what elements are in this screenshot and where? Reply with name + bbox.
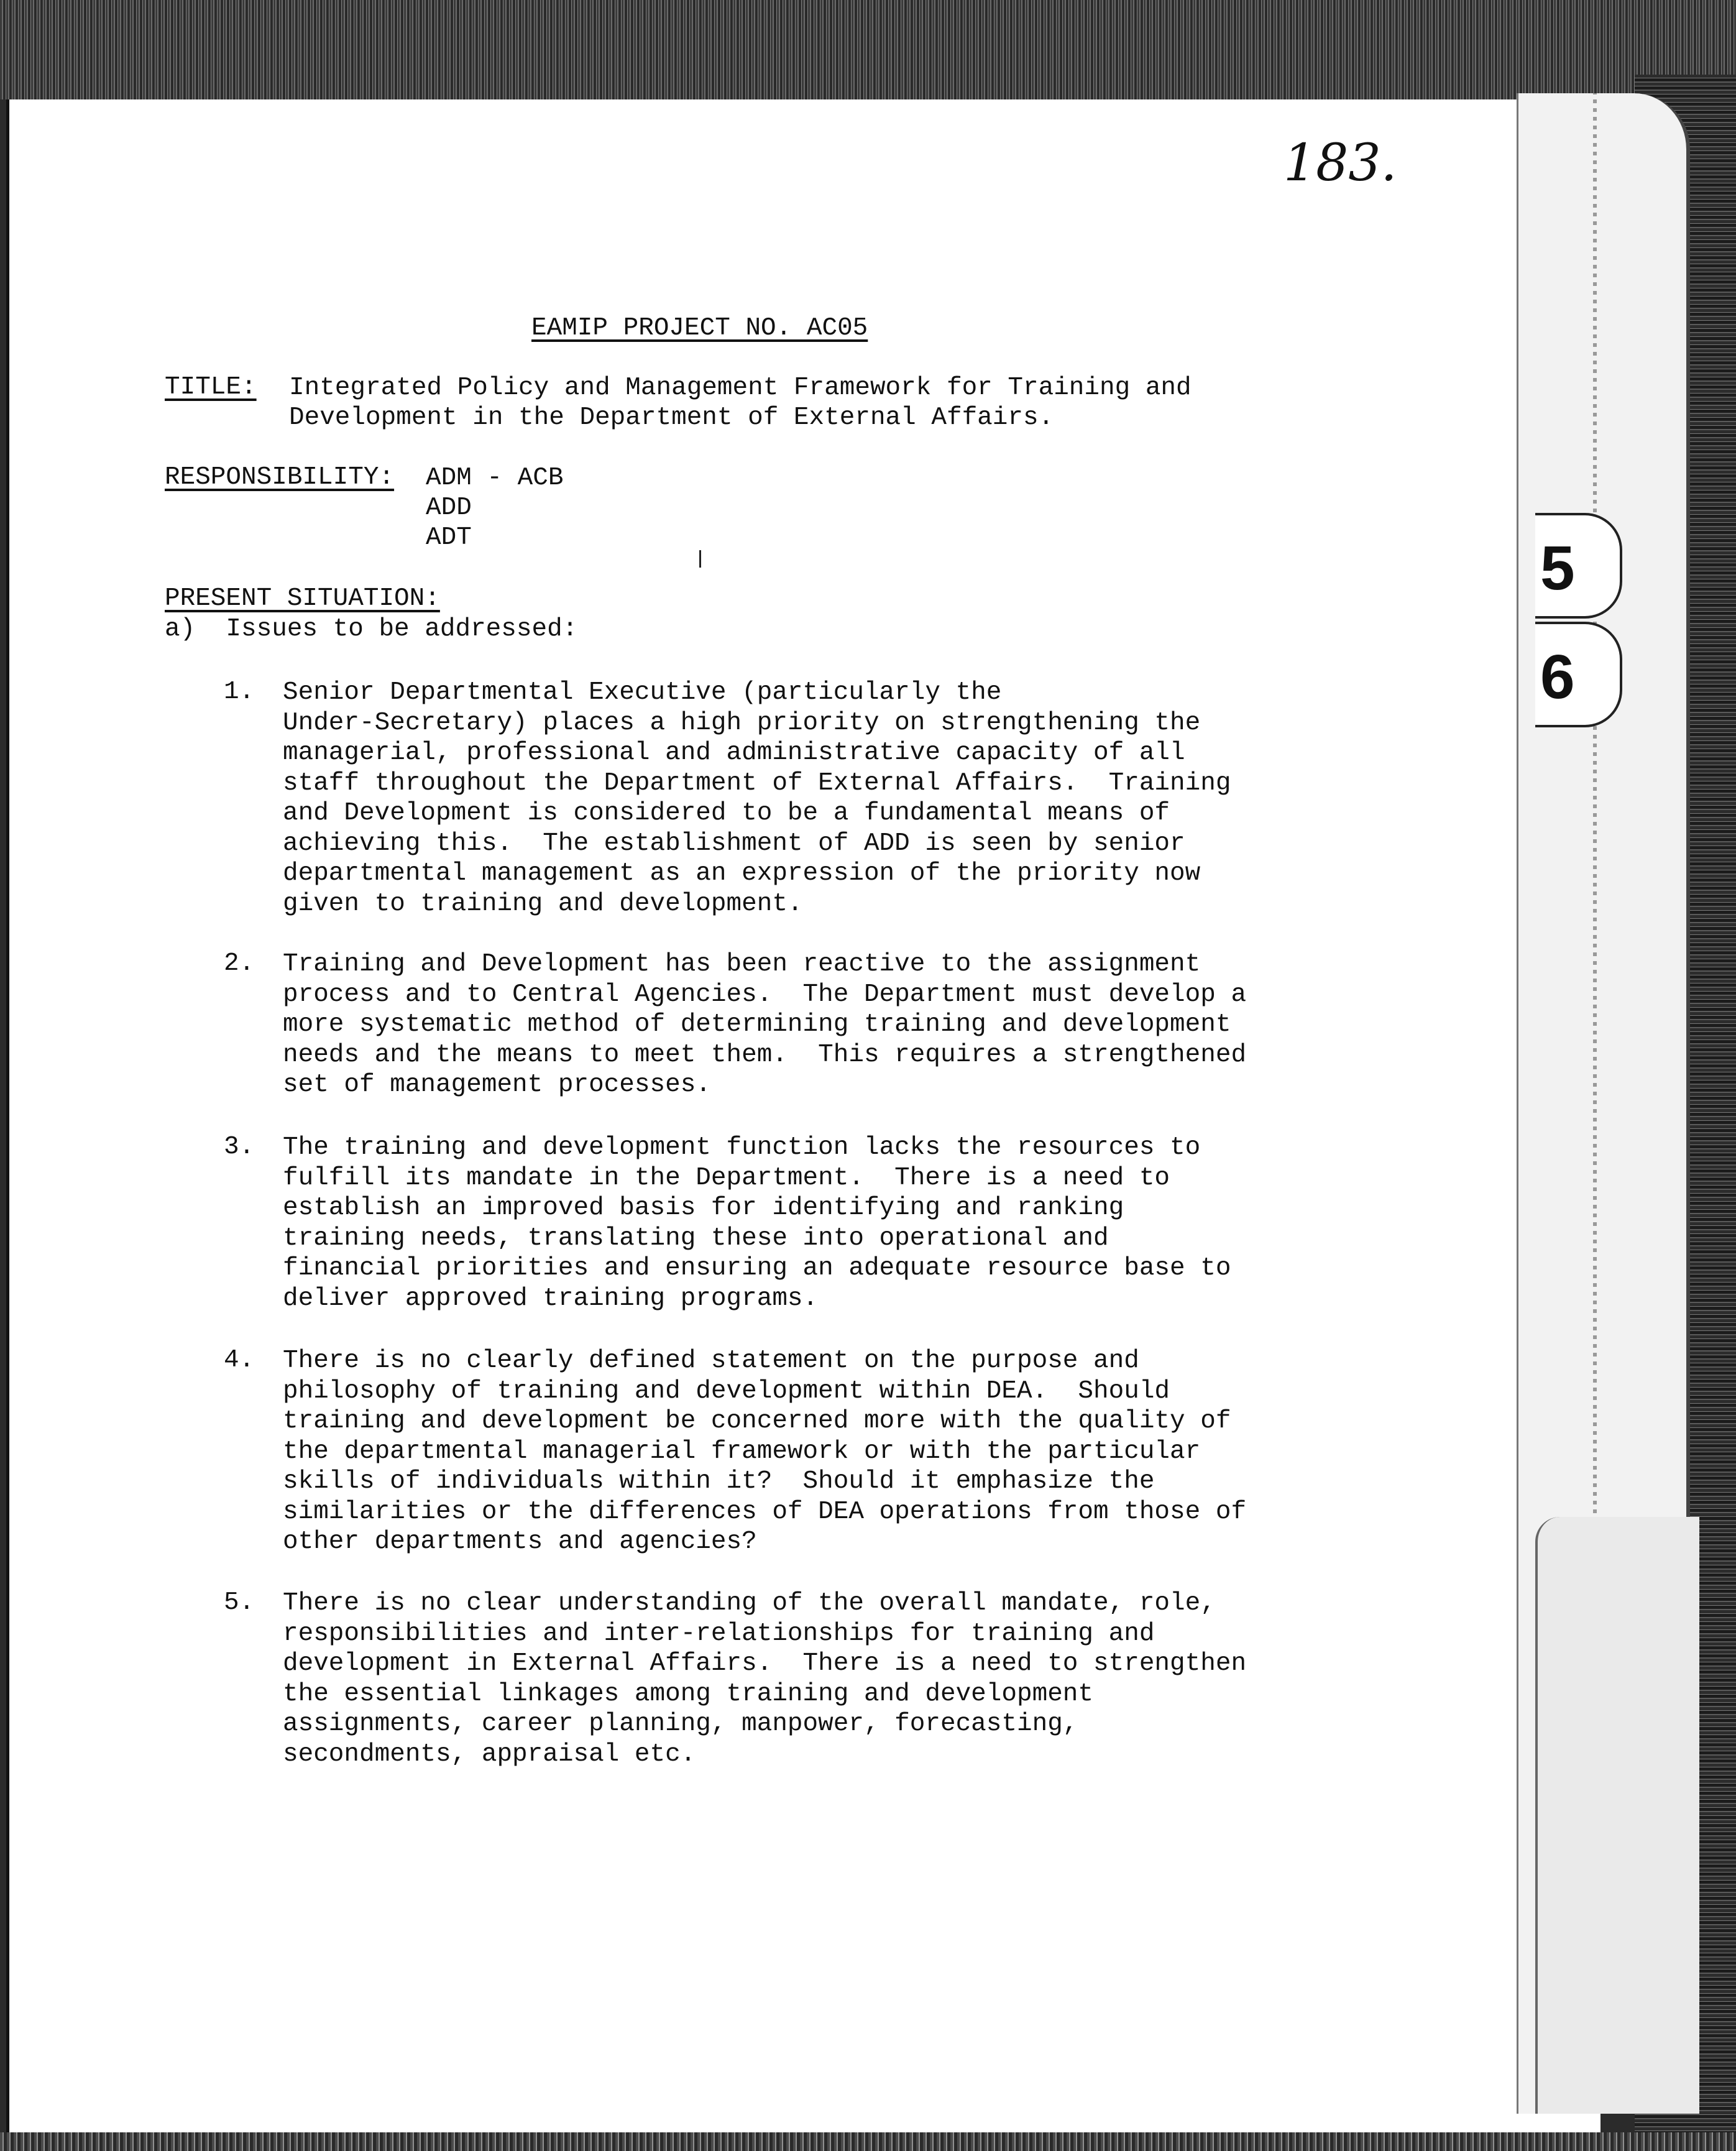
text-line: Senior Departmental Executive (particularly the [283,678,1002,707]
text-line: other departments and agencies? [283,1527,757,1556]
scan-border-top [0,0,1736,99]
text-line: managerial, professional and administrative capacity of all [283,739,1185,767]
issue-paragraph-2 [283,949,1252,1100]
responsibility-value-3: ADT [426,523,472,552]
text-line: responsibilities and inter-relationships for training and [283,1619,1155,1648]
issue-paragraph-1 [283,678,1252,919]
text-line: process and to Central Agencies. The Department must develop a [283,980,1247,1009]
project-heading: EAMIP PROJECT NO. AC05 [531,314,868,343]
handwritten-page-number: 183. [1284,134,1397,193]
text-line: secondments, appraisal etc. [283,1739,696,1769]
text-line: given to training and development. [283,889,803,918]
divider-tab-5[interactable]: 5 [1535,513,1622,619]
text-line: Training and Development has been reactive to the assignment [283,950,1201,979]
text-line: There is no clear understanding of the overall mandate, role, [283,1589,1216,1618]
responsibility-label: RESPONSIBILITY: [165,463,395,492]
text-line: needs and the means to meet them. This requires a strengthened [283,1040,1247,1069]
text-line: assignments, career planning, manpower, forecasting, [283,1710,1078,1738]
issue-paragraph-4 [283,1346,1252,1557]
item-number-1: 1. [224,678,255,706]
responsibility-value-1: ADM - ACB [426,464,564,492]
divider-tab-6[interactable]: 6 [1535,622,1622,727]
issue-paragraph-5 [283,1588,1252,1769]
item-number-5: 5. [224,1588,255,1617]
text-line: achieving this. The establishment of ADD is seen by senior [283,829,1185,858]
issue-paragraph-3 [283,1133,1252,1314]
text-line: training and development be concerned more with the quality of [283,1407,1231,1435]
item-number-4: 4. [224,1346,255,1375]
text-line: departmental management as an expression of the priority now [283,859,1201,888]
item-number-2: 2. [224,949,255,978]
text-line: more systematic method of determining training and development [283,1010,1231,1039]
title-line-2: Development in the Department of External Affairs. [289,403,1054,432]
text-line: establish an improved basis for identifying and ranking [283,1194,1124,1222]
text-line: the departmental managerial framework or with the particular [283,1437,1201,1466]
text-line: philosophy of training and development within DEA. Should [283,1376,1170,1406]
present-situation-label: PRESENT SITUATION: [165,584,440,613]
text-line: the essential linkages among training and development [283,1679,1094,1708]
text-line: The training and development function lacks the resources to [283,1133,1201,1162]
text-line: development in External Affairs. There is a need to strengthen [283,1649,1247,1678]
divider-tab-lower-edge [1535,1517,1699,2114]
text-line: similarities or the differences of DEA operations from those of [283,1497,1247,1526]
text-line: training needs, translating these into operational and [283,1223,1109,1253]
text-line: staff throughout the Department of External Affairs. Training [283,768,1231,798]
responsibility-value-2: ADD [426,494,472,522]
title-label: TITLE: [165,373,257,402]
text-line: set of management processes. [283,1071,711,1099]
issues-subheading: a) Issues to be addressed: [165,615,578,643]
text-line: financial priorities and ensuring an adequate resource base to [283,1254,1231,1283]
scan-border-bottom [0,2132,1736,2151]
stray-mark [699,550,701,568]
title-line-1: Integrated Policy and Management Framework for Training and [289,374,1192,402]
text-line: fulfill its mandate in the Department. There is a need to [283,1163,1170,1192]
text-line: and Development is considered to be a fundamental means of [283,799,1170,827]
text-line: Under-Secretary) places a high priority on strengthening the [283,708,1201,737]
text-line: skills of individuals within it? Should it emphasize the [283,1467,1155,1496]
item-number-3: 3. [224,1133,255,1161]
text-line: deliver approved training programs. [283,1284,819,1313]
text-line: There is no clearly defined statement on the purpose and [283,1347,1139,1375]
